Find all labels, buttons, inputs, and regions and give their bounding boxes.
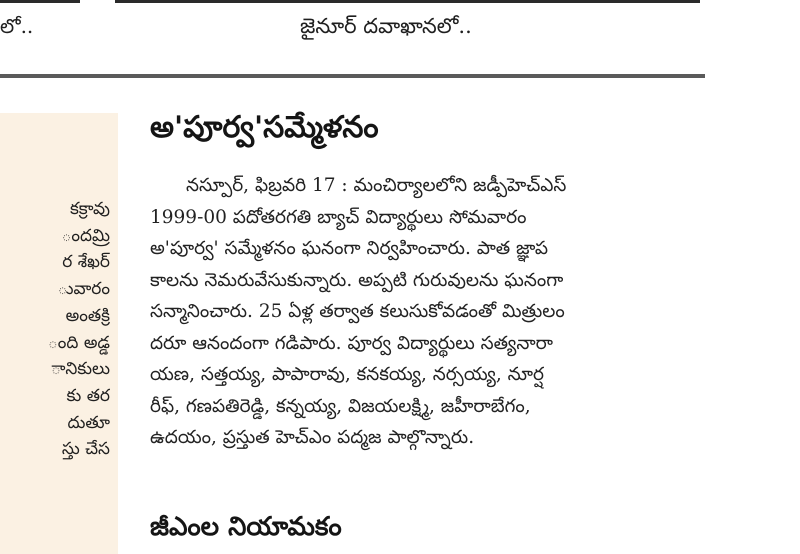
left-column-line: దుతూ bbox=[67, 412, 110, 433]
article-line: ఉదయం, ప్రస్తుత హెచ్ఎం పద్మజ పాల్గొన్నారు. bbox=[150, 427, 475, 448]
top-column-rule-left bbox=[0, 0, 80, 3]
left-column-line: ంది అడ్డ bbox=[47, 332, 110, 353]
section-divider bbox=[0, 74, 705, 78]
left-column-line: అంతక్రి bbox=[65, 305, 110, 326]
left-column-line: కు తర bbox=[66, 385, 110, 406]
article-line: కాలను నెమరువేసుకున్నారు. అప్పటి గురువులను ఘనంగా bbox=[150, 269, 564, 291]
left-caption-fragment: లో.. bbox=[0, 14, 34, 38]
left-column-line: కక్రావు bbox=[69, 199, 110, 219]
article-line: సన్మానించారు. 25 ఏళ్ల తర్వాత కలుసుకోవడంతో మిత్రులం bbox=[150, 301, 565, 322]
article-line: 1999-00 పదోతరగతి బ్యాచ్ విద్యార్థులు సోమవారం bbox=[150, 206, 527, 228]
next-article-headline: జీఎంల నియామకం bbox=[150, 512, 342, 542]
article-line: నస్పూర్, ఫిబ్రవరి 17 : మంచిర్యాలలోని జడ్పీహెచ్ఎస్ bbox=[186, 175, 567, 196]
article-line: అ'పూర్వ' సమ్మేళనం ఘనంగా నిర్వహించారు. పాత జ్ఞాప bbox=[150, 238, 548, 259]
article-line: దరూ ఆనందంగా గడిపారు. పూర్వ విద్యార్థులు సత్యనారా bbox=[150, 332, 553, 354]
left-column-line: ువారం bbox=[57, 279, 110, 300]
left-column-text bbox=[0, 196, 118, 463]
article-body bbox=[150, 170, 712, 454]
article-line: రీఫ్, గణపతిరెడ్డి, కన్నయ్య, విజయలక్ష్మి, జహీరాబేగం, bbox=[150, 395, 531, 417]
article-line: యణ, సత్తయ్య, పాపారావు, కనకయ్య, నర్సయ్య, నూర్ష bbox=[150, 364, 544, 385]
left-column-line: ర శేఖర్ bbox=[62, 252, 110, 273]
left-column-line: స్తు చేస bbox=[61, 439, 110, 460]
left-column-line: ందమ్రి bbox=[61, 225, 110, 246]
article-headline: అ'పూర్వ'సమ్మేళనం bbox=[150, 110, 379, 145]
left-column-line: ానికులు bbox=[51, 359, 110, 380]
photo-caption: జైనూర్ దవాఖానలో.. bbox=[300, 14, 472, 38]
top-column-rule-right bbox=[115, 0, 700, 3]
